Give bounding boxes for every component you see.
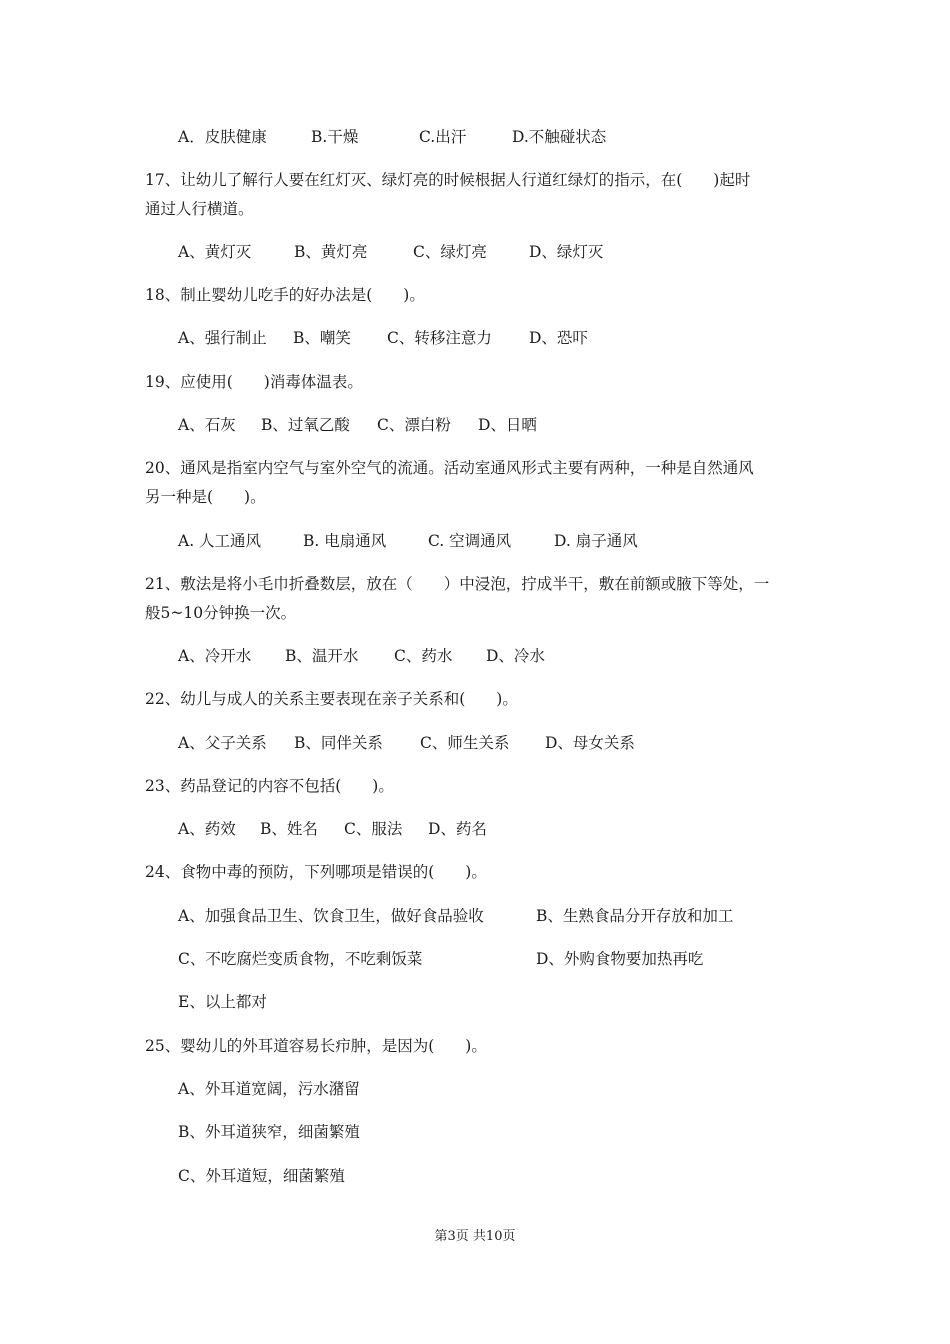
q21-option-c: C、药水 bbox=[394, 647, 453, 665]
q24-option-c: C、不吃腐烂变质食物，不吃剩饭菜 bbox=[178, 950, 423, 968]
q22-option-d: D、母女关系 bbox=[545, 734, 635, 752]
q20-option-c: C. 空调通风 bbox=[428, 532, 512, 550]
q24-options-row1 bbox=[178, 906, 734, 926]
q18-option-b: B、嘲笑 bbox=[293, 329, 351, 347]
q24-options-row2 bbox=[178, 949, 704, 969]
q20-option-b: B. 电扇通风 bbox=[303, 532, 387, 550]
q18-option-d: D、恐吓 bbox=[529, 329, 588, 347]
q17-option-b: B、黄灯亮 bbox=[294, 243, 368, 261]
q16-option-c: C.出汗 bbox=[419, 128, 467, 146]
q23-option-d: D、药名 bbox=[428, 820, 487, 838]
q19-option-d: D、日晒 bbox=[478, 416, 537, 434]
q16-option-a: A．皮肤健康 bbox=[178, 128, 267, 146]
q21-option-a: A、冷开水 bbox=[178, 647, 252, 665]
q23-options bbox=[178, 819, 487, 839]
q25-option-a: A、外耳道宽阔，污水潴留 bbox=[178, 1080, 360, 1098]
q17-options bbox=[178, 242, 604, 262]
q17-stem-line1: 17、让幼儿了解行人要在红灯灭、绿灯亮的时候根据人行道红绿灯的指示，在( )起时 bbox=[145, 171, 751, 189]
q18-stem: 18、制止婴幼儿吃手的好办法是( )。 bbox=[145, 286, 425, 304]
q18-option-c: C、转移注意力 bbox=[387, 329, 492, 347]
q22-option-a: A、父子关系 bbox=[178, 734, 267, 752]
q24-option-b: B、生熟食品分开存放和加工 bbox=[536, 907, 734, 925]
q23-option-c: C、服法 bbox=[344, 820, 403, 838]
q19-option-a: A、石灰 bbox=[178, 416, 236, 434]
q19-options bbox=[178, 415, 537, 435]
q24-option-a: A、加强食品卫生、饮食卫生，做好食品验收 bbox=[178, 907, 484, 925]
q20-options bbox=[178, 531, 638, 551]
q23-option-b: B、姓名 bbox=[260, 820, 318, 838]
q21-option-b: B、温开水 bbox=[285, 647, 359, 665]
q25-option-b: B、外耳道狭窄，细菌繁殖 bbox=[178, 1123, 360, 1141]
q21-options bbox=[178, 646, 545, 666]
q17-stem-line2: 通过人行横道。 bbox=[145, 200, 254, 218]
q24-option-d: D、外购食物要加热再吃 bbox=[536, 950, 704, 968]
q23-stem: 23、药品登记的内容不包括( )。 bbox=[145, 777, 394, 795]
q22-option-b: B、同伴关系 bbox=[294, 734, 383, 752]
q19-option-b: B、过氧乙酸 bbox=[261, 416, 350, 434]
q16-option-d: D.不触碰状态 bbox=[512, 128, 607, 146]
q19-option-c: C、漂白粉 bbox=[377, 416, 451, 434]
q17-option-a: A、黄灯灭 bbox=[178, 243, 252, 261]
q17-option-d: D、绿灯灭 bbox=[529, 243, 604, 261]
q16-options bbox=[178, 127, 607, 147]
q20-option-d: D. 扇子通风 bbox=[554, 532, 638, 550]
q22-options bbox=[178, 733, 635, 753]
q24-stem: 24、食物中毒的预防，下列哪项是错误的( )。 bbox=[145, 863, 487, 881]
q22-option-c: C、师生关系 bbox=[420, 734, 510, 752]
q21-option-d: D、冷水 bbox=[486, 647, 545, 665]
q17-option-c: C、绿灯亮 bbox=[413, 243, 487, 261]
q24-option-e: E、以上都对 bbox=[178, 993, 267, 1011]
q18-option-a: A、强行制止 bbox=[178, 329, 267, 347]
q22-stem: 22、幼儿与成人的关系主要表现在亲子关系和( )。 bbox=[145, 690, 518, 708]
q23-option-a: A、药效 bbox=[178, 820, 236, 838]
q21-stem-line1: 21、敷法是将小毛巾折叠数层，放在（ ）中浸泡，拧成半干，敷在前额或腋下等处，一 bbox=[145, 575, 770, 593]
page-footer: 第3页 共10页 bbox=[434, 1229, 516, 1244]
q19-stem: 19、应使用( )消毒体温表。 bbox=[145, 373, 363, 391]
q18-options bbox=[178, 328, 588, 348]
q20-stem-line1: 20、通风是指室内空气与室外空气的流通。活动室通风形式主要有两种，一种是自然通风 bbox=[145, 459, 754, 477]
q25-option-c: C、外耳道短，细菌繁殖 bbox=[178, 1167, 345, 1185]
q25-stem: 25、婴幼儿的外耳道容易长疖肿，是因为( )。 bbox=[145, 1037, 487, 1055]
q21-stem-line2: 般5~10分钟换一次。 bbox=[145, 604, 297, 622]
q20-stem-line2: 另一种是( )。 bbox=[145, 488, 266, 506]
q16-option-b: B.干燥 bbox=[311, 128, 359, 146]
q20-option-a: A. 人工通风 bbox=[178, 532, 262, 550]
